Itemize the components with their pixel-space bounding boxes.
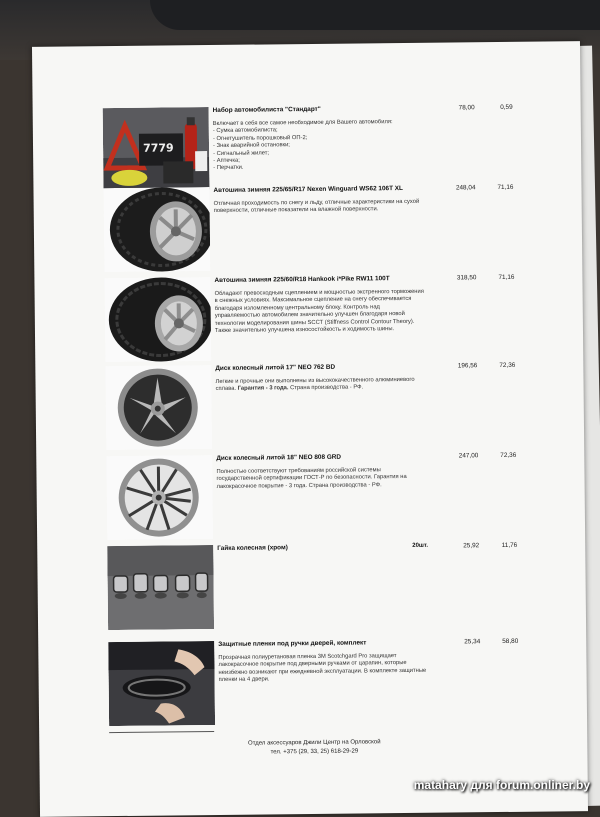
product-description: Обладают превосходным сцеплением и мощностью экстренного торможения в снежных условиях. Максимальное сцепление на снегу обеспечивается благодаря изломленному центральному блоку. Контроль над управляемостью автомобилем значительно улучшен благодаря новой технологии моделирования шины SCCT (Stiffness Control Contour Theory). Также значительно улучшена износостойкость и ходимость шины. <box>215 289 425 336</box>
product-price: 25,92 <box>449 542 479 549</box>
product-description: Полностью соответствуют требованиям российской системы государственной сертификации ГОСТ-Р по безопасности. Гарантия на лакокрасочное покрытие - 3 года. Страна производства - РФ. <box>216 467 426 491</box>
product-row-wheel-808 <box>106 452 546 457</box>
product-description: Прозрачная полиуретановая пленка 3М Scotchgard Pro защищает лакокрасочное покрытие под дверными ручками от царапин, которые неизбежно возникают при ежедневной эксплуатации. В комплекте защитные пленки на 4 двери. <box>218 653 428 685</box>
product-row-door-film <box>108 638 548 643</box>
product-description: Отличная проходимость по снегу и льду, отличные характеристики на сухой поверхности, отличные показатели на влажной поверхности. <box>214 199 424 216</box>
winter-tire-image <box>104 277 211 362</box>
document-page <box>32 41 588 817</box>
winter-tire-image <box>103 187 210 272</box>
product-discount: 71,16 <box>483 184 513 191</box>
lug-nuts-image <box>107 545 214 630</box>
product-name: Защитные пленки под ручки дверей, комплект <box>218 639 428 649</box>
alloy-wheel-image <box>105 365 212 450</box>
door-handle-film-image <box>108 641 215 726</box>
product-description: Легкие и прочные они выполнены из высококачественного алюминиевого сплава. Гарантия - 3 года. Страна производства - РФ. <box>215 377 425 394</box>
footer-department: Отдел аксессуаров Джили Центр на Орловской <box>189 738 439 750</box>
product-discount: 72,36 <box>486 452 516 459</box>
product-row-lug-nuts <box>107 542 547 547</box>
product-name: Автошина зимняя 225/65/R17 Nexen Winguard WS62 106T XL <box>213 185 423 195</box>
alloy-wheel-image <box>106 455 213 540</box>
product-price: 196,56 <box>447 362 477 369</box>
footer-phone: тел. +375 (29, 33, 25) 618-29-29 <box>189 747 439 759</box>
product-price: 25,34 <box>450 638 480 645</box>
product-discount: 72,36 <box>485 362 515 369</box>
product-name: Гайка колесная (хром) <box>217 543 427 553</box>
product-row-kit <box>103 104 543 109</box>
product-description: Включает в себя все самое необходимое для Вашего автомобиля: - Сумка автомобилиста; - Огнетушитель порошковый ОП-2; - Знак аварийной остановки; - Сигнальный жилет; - Аптечка; - Перчатки. <box>213 119 424 173</box>
product-discount: 0,59 <box>483 104 513 111</box>
svg-text:7779: 7779 <box>143 141 174 154</box>
product-row-wheel-762 <box>105 362 545 367</box>
product-name: Диск колесный литой 18" NEO 808 GRD <box>216 453 426 463</box>
product-quantity: 20шт. <box>412 543 428 549</box>
product-price: 247,00 <box>448 452 478 459</box>
product-row-tire-hankook <box>104 274 544 279</box>
emergency-kit-image <box>103 107 210 192</box>
product-discount: 11,76 <box>487 542 517 549</box>
product-price: 78,00 <box>445 104 475 111</box>
document-footer <box>189 738 439 759</box>
desk-object-shadow <box>150 0 600 30</box>
product-price: 318,50 <box>446 274 476 281</box>
product-name: Автошина зимняя 225/60/R18 Hankook i*Pike RW11 100T <box>214 275 424 285</box>
product-name: Диск колесный литой 17" NEO 762 BD <box>215 363 425 373</box>
product-price: 248,04 <box>445 184 475 191</box>
footer-divider <box>109 731 214 733</box>
watermark-text: matahary для forum.onliner.by <box>414 778 590 792</box>
product-discount: 71,16 <box>484 274 514 281</box>
product-name: Набор автомобилиста "Стандарт" <box>213 105 423 115</box>
product-discount: 58,80 <box>488 638 518 645</box>
